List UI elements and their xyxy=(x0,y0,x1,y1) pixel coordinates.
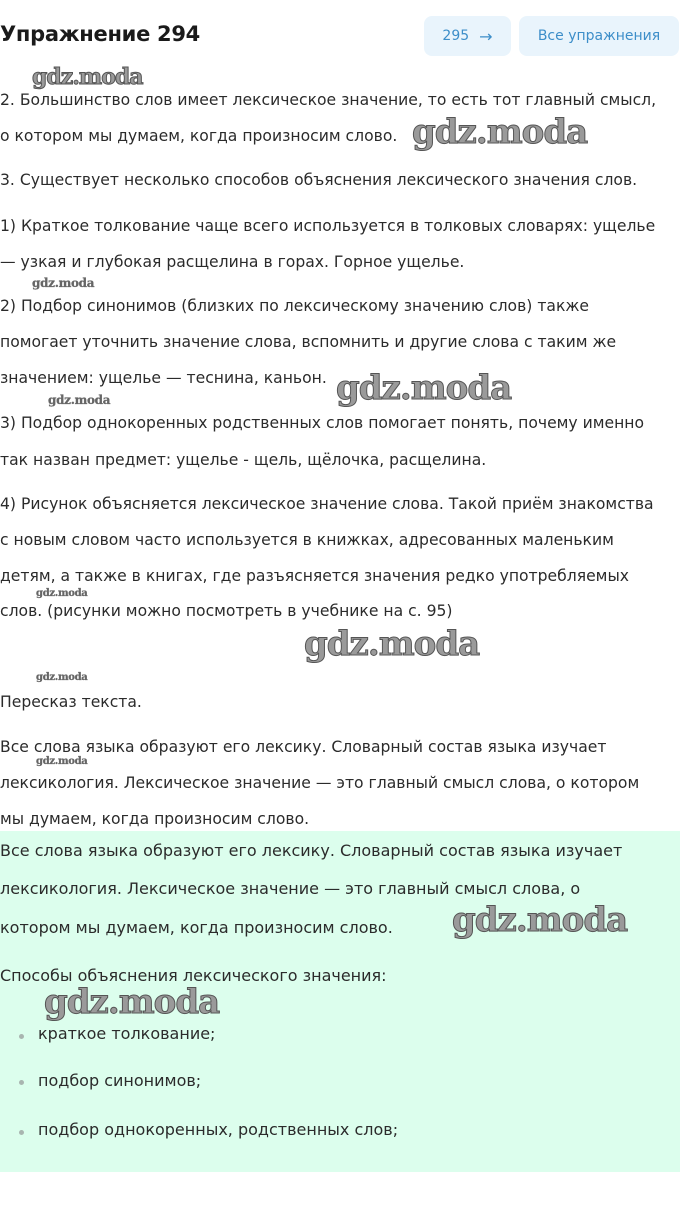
text-line: 3. Существует несколько способов объяснения лексического значения слов. xyxy=(0,171,638,189)
text-line: лексикология. Лексическое значение — это главный смысл слова, о котором xyxy=(0,774,640,792)
text-line: 3) Подбор однокоренных родственных слов помогает понять, почему именно xyxy=(0,414,645,432)
next-exercise-button[interactable] xyxy=(424,16,511,56)
text-line: Все слова языка образуют его лексику. Словарный состав языка изучает xyxy=(0,738,607,756)
answer-line: лексикология. Лексическое значение — это главный смысл слова, о xyxy=(0,879,581,898)
text-line: так назван предмет: ущелье - щель, щёлочка, расщелина. xyxy=(0,451,487,469)
list-item: подбор синонимов; xyxy=(38,1071,202,1090)
watermark-logo: gdz.moda xyxy=(412,112,588,152)
page-title: Упражнение 294 xyxy=(0,22,200,46)
text-line: значением: ущелье — теснина, каньон. xyxy=(0,369,327,387)
text-line: слов. (рисунки можно посмотреть в учебнике на с. 95) xyxy=(0,602,453,620)
list-item: подбор однокоренных, родственных слов; xyxy=(38,1120,399,1139)
all-exercises-label: Все упражнения xyxy=(537,28,661,44)
watermark-logo: gdz.moda xyxy=(48,393,111,407)
watermark-logo: gdz.moda xyxy=(452,900,628,940)
text-line: помогает уточнить значение слова, вспомнить и другие слова с таким же xyxy=(0,333,617,351)
watermark-logo: gdz.moda xyxy=(32,64,143,90)
text-line: 2) Подбор синонимов (близких по лексическому значению слов) также xyxy=(0,297,590,315)
text-line: детям, а также в книгах, где разъясняется значения редко употребляемых xyxy=(0,567,629,585)
text-line: 4) Рисунок объясняется лексическое значение слова. Такой приём знакомства xyxy=(0,495,654,513)
answer-line: котором мы думаем, когда произносим слово. xyxy=(0,918,393,937)
arrow-right-icon: → xyxy=(479,26,493,46)
text-line: о котором мы думаем, когда произносим слово. xyxy=(0,127,398,145)
watermark-logo: gdz.moda xyxy=(36,588,88,599)
header xyxy=(0,0,680,72)
answer-block xyxy=(0,831,680,1172)
watermark-logo: gdz.moda xyxy=(36,672,88,683)
bullet-icon xyxy=(19,1130,24,1135)
text-line: 1) Краткое толкование чаще всего используется в толковых словарях: ущелье xyxy=(0,217,656,235)
text-line: 2. Большинство слов имеет лексическое значение, то есть тот главный смысл, xyxy=(0,91,657,109)
bullet-icon xyxy=(19,1034,24,1039)
bullet-icon xyxy=(19,1080,24,1085)
answer-line: Все слова языка образуют его лексику. Словарный состав языка изучает xyxy=(0,841,623,860)
text-line: с новым словом часто используется в книжках, адресованных маленьким xyxy=(0,531,614,549)
text-line: мы думаем, когда произносим слово. xyxy=(0,810,310,828)
watermark-logo: gdz.moda xyxy=(44,982,220,1022)
watermark-logo: gdz.moda xyxy=(336,368,512,408)
list-item: краткое толкование; xyxy=(38,1024,216,1043)
watermark-logo: gdz.moda xyxy=(32,276,95,290)
watermark-logo: gdz.moda xyxy=(36,756,88,767)
all-exercises-button[interactable] xyxy=(519,16,679,56)
text-line: Пересказ текста. xyxy=(0,693,142,711)
methods-title: Способы объяснения лексического значения: xyxy=(0,966,387,985)
watermark-logo: gdz.moda xyxy=(304,624,480,664)
text-line: — узкая и глубокая расщелина в горах. Горное ущелье. xyxy=(0,253,465,271)
next-exercise-label: 295 xyxy=(442,28,470,44)
